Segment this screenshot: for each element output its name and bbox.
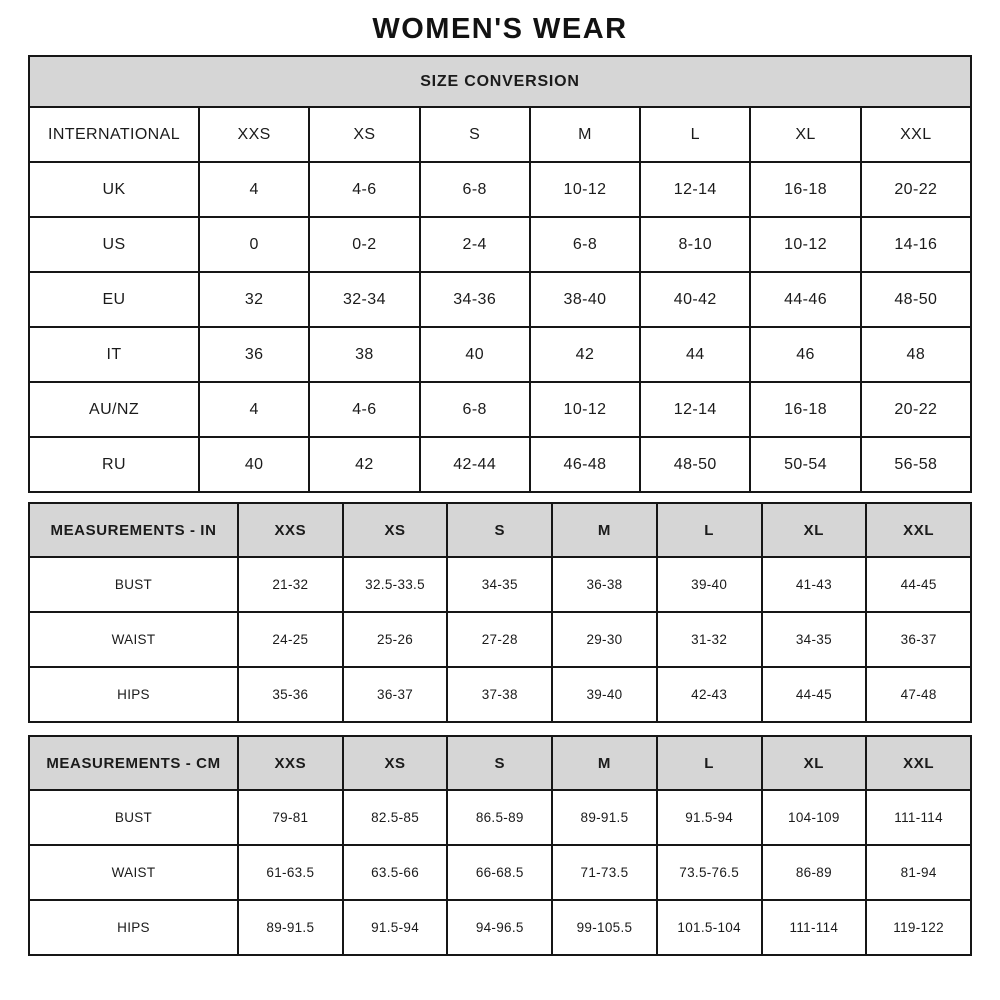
table-cell: 10-12 <box>530 162 640 217</box>
page-title: WOMEN'S WEAR <box>372 13 628 45</box>
table-row <box>29 557 971 612</box>
table-cell: 42-44 <box>420 437 530 492</box>
table-cell: 101.5-104 <box>657 900 762 955</box>
column-header: XL <box>762 503 867 557</box>
table-cell: 14-16 <box>861 217 971 272</box>
table-row <box>29 667 971 722</box>
table-cell: 81-94 <box>866 845 971 900</box>
table-cell: 4 <box>199 162 309 217</box>
table-cell: 89-91.5 <box>238 900 343 955</box>
table-cell: 36-38 <box>552 557 657 612</box>
table-cell: 66-68.5 <box>447 845 552 900</box>
row-label: WAIST <box>29 845 238 900</box>
table-cell: 44 <box>640 327 750 382</box>
table-cell: 40 <box>199 437 309 492</box>
row-label: US <box>29 217 199 272</box>
row-label: HIPS <box>29 900 238 955</box>
size-conversion-table <box>28 55 972 493</box>
table-cell: 56-58 <box>861 437 971 492</box>
table-cell: S <box>420 107 530 162</box>
row-label: INTERNATIONAL <box>29 107 199 162</box>
table-cell: 46 <box>750 327 860 382</box>
column-header: XS <box>343 503 448 557</box>
table-cell: 29-30 <box>552 612 657 667</box>
table-cell: 94-96.5 <box>447 900 552 955</box>
table-cell: 73.5-76.5 <box>657 845 762 900</box>
table-cell: XXL <box>861 107 971 162</box>
table-cell: 34-35 <box>447 557 552 612</box>
table-cell: 0-2 <box>309 217 419 272</box>
table-row <box>29 107 971 162</box>
column-header: L <box>657 503 762 557</box>
table-cell: 42-43 <box>657 667 762 722</box>
table-cell: 32 <box>199 272 309 327</box>
row-label: RU <box>29 437 199 492</box>
table-cell: 63.5-66 <box>343 845 448 900</box>
row-label: UK <box>29 162 199 217</box>
table-cell: 46-48 <box>530 437 640 492</box>
table-row <box>29 845 971 900</box>
column-header: XXL <box>866 503 971 557</box>
table-cell: 36-37 <box>866 612 971 667</box>
table-cell: 2-4 <box>420 217 530 272</box>
table-cell: 99-105.5 <box>552 900 657 955</box>
table-cell: 44-45 <box>762 667 867 722</box>
table-header: MEASUREMENTS - IN <box>29 503 238 557</box>
table-cell: 48-50 <box>861 272 971 327</box>
column-header: L <box>657 736 762 790</box>
table-cell: 91.5-94 <box>343 900 448 955</box>
table-cell: 32-34 <box>309 272 419 327</box>
table-cell: 10-12 <box>750 217 860 272</box>
table-cell: 40-42 <box>640 272 750 327</box>
table-cell: 12-14 <box>640 382 750 437</box>
table-cell: 40 <box>420 327 530 382</box>
column-header: M <box>552 736 657 790</box>
table-cell: 31-32 <box>657 612 762 667</box>
table-cell: 21-32 <box>238 557 343 612</box>
row-label: EU <box>29 272 199 327</box>
table-cell: 89-91.5 <box>552 790 657 845</box>
table-cell: XL <box>750 107 860 162</box>
column-header: S <box>447 736 552 790</box>
column-header: XS <box>343 736 448 790</box>
table-cell: 50-54 <box>750 437 860 492</box>
table-cell: 38 <box>309 327 419 382</box>
table-cell: 119-122 <box>866 900 971 955</box>
table-cell: 82.5-85 <box>343 790 448 845</box>
table-cell: 20-22 <box>861 382 971 437</box>
table-row <box>29 327 971 382</box>
table-cell: 36 <box>199 327 309 382</box>
table-cell: L <box>640 107 750 162</box>
table-cell: 34-35 <box>762 612 867 667</box>
table-header: MEASUREMENTS - CM <box>29 736 238 790</box>
table-row <box>29 162 971 217</box>
table-cell: 42 <box>309 437 419 492</box>
table-cell: M <box>530 107 640 162</box>
table-header: SIZE CONVERSION <box>29 56 971 107</box>
table-cell: 91.5-94 <box>657 790 762 845</box>
table-cell: 16-18 <box>750 382 860 437</box>
table-cell: 44-46 <box>750 272 860 327</box>
column-header: XXS <box>238 503 343 557</box>
table-cell: 48-50 <box>640 437 750 492</box>
column-header: XXL <box>866 736 971 790</box>
table-cell: 32.5-33.5 <box>343 557 448 612</box>
table-cell: 25-26 <box>343 612 448 667</box>
table-row <box>29 382 971 437</box>
column-header: XL <box>762 736 867 790</box>
table-cell: 36-37 <box>343 667 448 722</box>
table-cell: 35-36 <box>238 667 343 722</box>
column-header: S <box>447 503 552 557</box>
row-label: AU/NZ <box>29 382 199 437</box>
table-row <box>29 790 971 845</box>
table-cell: 10-12 <box>530 382 640 437</box>
table-cell: 12-14 <box>640 162 750 217</box>
table-cell: 4 <box>199 382 309 437</box>
table-cell: 6-8 <box>420 382 530 437</box>
table-cell: 79-81 <box>238 790 343 845</box>
table-cell: 0 <box>199 217 309 272</box>
table-row <box>29 437 971 492</box>
table-cell: 61-63.5 <box>238 845 343 900</box>
table-cell: 20-22 <box>861 162 971 217</box>
row-label: BUST <box>29 790 238 845</box>
column-header: XXS <box>238 736 343 790</box>
table-cell: 8-10 <box>640 217 750 272</box>
table-cell: 71-73.5 <box>552 845 657 900</box>
table-cell: 16-18 <box>750 162 860 217</box>
table-cell: 48 <box>861 327 971 382</box>
table-row <box>29 272 971 327</box>
row-label: HIPS <box>29 667 238 722</box>
table-cell: 42 <box>530 327 640 382</box>
table-cell: 111-114 <box>762 900 867 955</box>
row-label: WAIST <box>29 612 238 667</box>
table-cell: 24-25 <box>238 612 343 667</box>
table-cell: 38-40 <box>530 272 640 327</box>
table-cell: XS <box>309 107 419 162</box>
table-cell: 104-109 <box>762 790 867 845</box>
table-cell: 27-28 <box>447 612 552 667</box>
measurements-in-table <box>28 502 972 723</box>
table-row <box>29 900 971 955</box>
table-row <box>29 217 971 272</box>
table-cell: 41-43 <box>762 557 867 612</box>
table-cell: 6-8 <box>530 217 640 272</box>
column-header: M <box>552 503 657 557</box>
table-cell: 86-89 <box>762 845 867 900</box>
table-cell: 37-38 <box>447 667 552 722</box>
table-cell: 39-40 <box>657 557 762 612</box>
table-cell: 44-45 <box>866 557 971 612</box>
table-cell: 34-36 <box>420 272 530 327</box>
table-cell: 111-114 <box>866 790 971 845</box>
table-cell: 6-8 <box>420 162 530 217</box>
measurements-cm-table <box>28 735 972 956</box>
table-cell: 39-40 <box>552 667 657 722</box>
table-cell: XXS <box>199 107 309 162</box>
table-row <box>29 612 971 667</box>
row-label: BUST <box>29 557 238 612</box>
table-cell: 4-6 <box>309 162 419 217</box>
table-cell: 86.5-89 <box>447 790 552 845</box>
table-cell: 4-6 <box>309 382 419 437</box>
table-cell: 47-48 <box>866 667 971 722</box>
row-label: IT <box>29 327 199 382</box>
